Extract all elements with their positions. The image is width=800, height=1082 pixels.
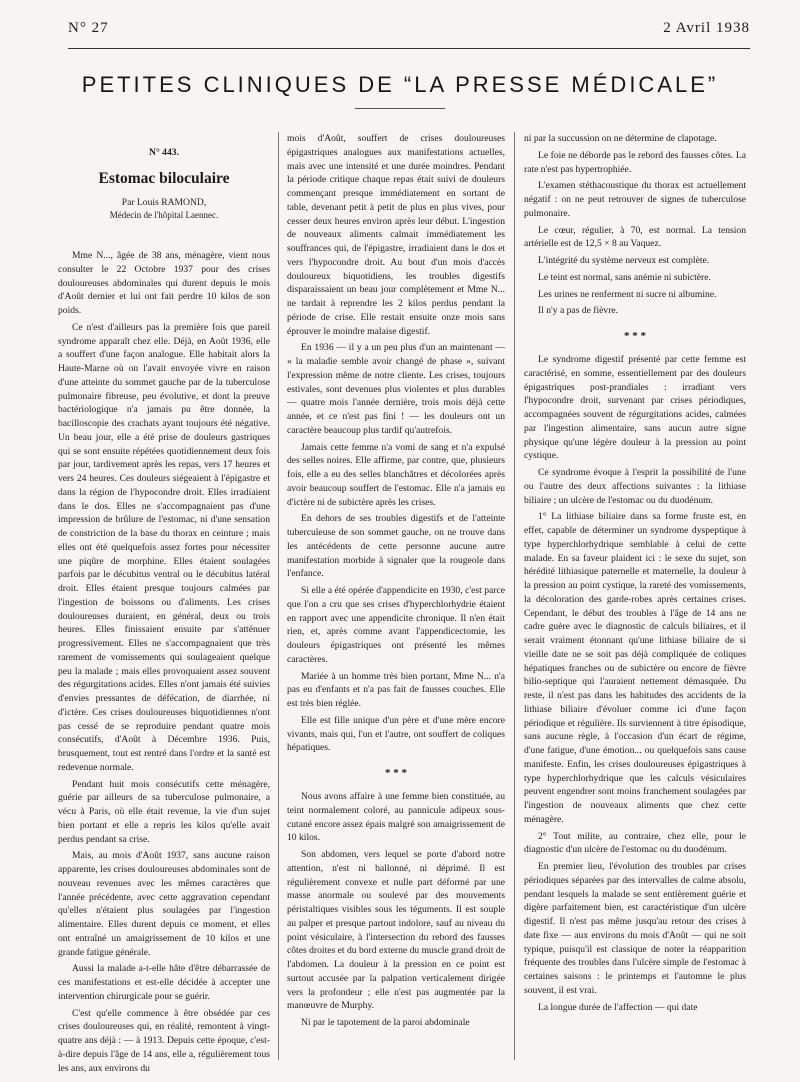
- section-asterism: * * *: [624, 330, 646, 342]
- section-asterism: * * *: [385, 767, 407, 779]
- paragraph: Elle est fille unique d'un père et d'une mère encore vivants, mais qui, l'un et l'autre, ont souffert de coliques hépatiques.: [287, 714, 505, 754]
- issue-number: N° 27: [68, 20, 109, 36]
- article-title: Estomac biloculaire: [98, 169, 230, 187]
- banner-rule: [355, 108, 445, 109]
- paragraph: La longue durée de l'affection — qui date: [538, 1001, 698, 1013]
- paragraph: Son abdomen, vers lequel se porte d'abord notre attention, n'est ni ballonné, ni déprimé. Il est régulièrement convexe et nulle part déformé par une masse anormale ou soulevé par des mouvements péristaltiques visibles sous les téguments. Il est souple au palper et presque partout indolore, sauf au niveau du point vésiculaire, à l'intersection du rebord des fausses côtes droites et du bord externe du muscle grand droit de l'abdomen. La douleur à la pression en ce point est surtout accusée par la palpation verticalement dirigée vers la profondeur ; elle n'est pas augmentée par la manœuvre de Murphy.: [287, 849, 505, 1012]
- paragraph: Ni par le tapotement de la paroi abdominale: [301, 1017, 470, 1028]
- paragraph: ni par la succussion on ne détermine de clapotage.: [524, 133, 717, 144]
- paragraph: Mariée à un homme très bien portant, Mme N... n'a pas eu d'enfants et n'a pas fait de fausses couches. Elle est très bien réglée.: [287, 670, 505, 709]
- paragraph: Pendant huit mois consécutifs cette ménagère, guérie par ailleurs de sa tuberculose pulmonaire, a vécu à Paris, où elle était revenue, la vie d'un sujet bien portant et elle a repris les kilos qu'elle avait perdus pendant sa crise.: [58, 778, 270, 845]
- paragraph: L'intégrité du système nerveux est complète.: [538, 255, 710, 266]
- paragraph: Le teint est normal, sans anémie ni subictère.: [538, 271, 711, 283]
- section-banner: PETITES CLINIQUES DE “LA PRESSE MÉDICALE”: [81, 72, 719, 97]
- paragraph: Le syndrome digestif présenté par cette femme est caractérisé, en somme, essentiellement par des douleurs épigastriques post-prandiales : irradiant vers l'hypocondre droit, survenant par crises périodiques, accompagnées souvent de régurgitations acides, calmées par l'ingestion alimentaire, sans aucun autre signe physique qu'une légère douleur à la pression au point cystique.: [524, 354, 746, 462]
- paragraph: Ce n'est d'ailleurs pas la première fois que pareil syndrome apparaît chez elle. Déjà, en Août 1936, elle a souffert d'une façon analogue. Elle habitait alors la Haute-Marne où on l'avait envoyée vivre en raison d'une atteinte du sommet gauche par de la tuberculose pulmonaire fibreuse, peu évolutive, et dont la preuve bactériologique n'a jamais pu être donnée, la bacilloscopie des crachats ayant toujours été négative. Un beau jour, elle a été prise de douleurs gastriques qui se sont ensuite répétées quotidiennement deux fois par jour, tardivement après les repas, vers 17 heures et vers 24 heures. Ces douleurs siégeaient à l'épigastre et dans la région de l'hypocondre droit. Elles irradiaient dans le dos. Elles ne s'accompagnaient pas d'une impression de brûlure de l'estomac, ni d'une sensation de constriction de la base du thorax en ceinture ; mais elles ont été quelquefois assez fortes pour nécessiter une piqûre de morphine. Elles étaient soulagées parfois par le décubitus ventral ou le décubitus latéral droit. Elles étaient presque toujours calmées par l'ingestion de boissons ou d'aliments. Les crises douloureuses duraient, en général, deux ou trois heures. Elles finissaient ensuite par s'atténuer progressivement. Elles ne s'accompagnaient que très rarement de vomissements qui soulageaient quelque peu la malade ; mais elles provoquaient assez souvent des régurgitations acides. Elles n'ont jamais été suivies d'envies pressantes de défécation, de diarrhée, ni d'ictère. Ces crises douloureuses biquotidiennes n'ont pas cessé de se reproduire pendant quatre mois consécutifs, d'Août à Décembre 1936. Puis, brusquement, tout est rentré dans l'ordre et la santé est redevenue normale.: [58, 321, 270, 773]
- paragraph: Il n'y a pas de fièvre.: [538, 305, 619, 317]
- paragraph: Ce syndrome évoque à l'esprit la possibilité de l'une ou l'autre des deux affections suivantes : la lithiase biliaire ; un ulcère de l'estomac ou du duodénum.: [524, 467, 746, 506]
- text-column-3: [524, 132, 746, 1060]
- text-column-2: [287, 132, 505, 1060]
- paragraph: Jamais cette femme n'a vomi de sang et n'a expulsé des selles noires. Elle affirme, par contre, que, plusieurs fois, elle a eu des selles blanchâtres et décolorées après avoir beaucoup souffert de l'estomac. Elle n'a jamais eu d'ictère ni de subictère après les crises.: [287, 441, 505, 508]
- paragraph: Les urines ne renferment ni sucre ni albumine.: [538, 288, 717, 300]
- article-number: N° 443.: [149, 147, 179, 158]
- paragraph: Si elle a été opérée d'appendicite en 1930, c'est parce que l'on a cru que ses crises d'hyperchlorhydrie étaient en rapport avec une appendicite chronique. Il n'en était rien, et, après comme avant l'appendicectomie, les douleurs épigastriques ont présenté les mêmes caractères.: [287, 585, 505, 665]
- column-divider: [514, 132, 515, 1060]
- paragraph: Nous avons affaire à une femme bien constituée, au teint normalement coloré, au pannicule adipeux sous-cutané encore assez épais malgré son amaigrissement de 10 kilos.: [287, 791, 505, 844]
- author-affiliation: Médecin de l'hôpital Laennec.: [109, 210, 219, 221]
- paragraph: C'est qu'elle commence à être obsédée par ces crises douloureuses qui, en réalité, remontent à vingt-quatre ans déjà : — à 1913. Depuis cette époque, c'est-à-dire depuis l'âge de 14 ans, elle a, régulièrement tous les ans, aux environs du: [58, 1007, 270, 1074]
- paragraph: 1° La lithiase biliaire dans sa forme fruste est, en effet, capable de déterminer un syndrome dyspeptique à type hyperchlorhydrique semblable à celui de cette malade. En sa faveur plaident ici : le sexe du sujet, son hérédité lithiasique paternelle et maternelle, la douleur à la pression au point cystique, la rareté des vomissements, la décoloration des garde-robes après certaines crises. Cependant, le début des troubles à l'âge de 14 ans ne cadre guère avec le diagnostic de calculs biliaires, et il serait vraiment étonnant qu'une lithiase biliaire de si vieille date ne se soit pas déjà compliquée de coliques hépatiques franches ou de subictère ou encore de fièvre bilio-septique qui l'auraient nettement démasquée. Du reste, il n'est pas dans les habitudes des accidents de la lithiase biliaire d'évoluer comme ici d'une façon périodique et régulière. Ils surviennent à titre épisodique, sans aucune règle, à l'occasion d'un écart de régime, d'une fatigue, d'une émotion... ou quelquefois sans cause manifeste. Enfin, les crises douloureuses épigastriques à type hyperchlorhydrique que les calculs vésiculaires peuvent engendrer sont moins franchement soulagées par l'ingestion de nouveaux aliments que chez cette ménagère.: [524, 511, 746, 825]
- paragraph: En premier lieu, l'évolution des troubles par crises périodiques séparées par des intervalles de calme absolu, pendant lesquels la malade se sent entièrement guérie et digère parfaitement bien, est caractéristique d'un ulcère digestif. Il n'est pas même jusqu'au retour des crises à date fixe — aux environs du mois d'Août — qui ne soit typique, puisqu'il est classique de noter la réapparition fréquente des troubles dans l'ulcère simple de l'estomac à certaines saisons : le printemps et l'automne le plus souvent, il est vrai.: [524, 861, 746, 996]
- issue-date: 2 Avril 1938: [663, 20, 750, 36]
- running-header: [68, 18, 750, 49]
- column-divider: [278, 132, 279, 1060]
- paragraph: L'examen stéthacoustique du thorax est actuellement négatif : on ne peut retrouver de signes de tuberculose pulmonaire.: [524, 180, 746, 219]
- paragraph: En 1936 — il y a un peu plus d'un an maintenant — « la maladie semble avoir changé de phase », suivant l'expression même de notre cliente. Les crises, toujours estivales, sont devenues plus violentes et plus durables — quatre mois l'année dernière, trois mois déjà cette année, et ce n'est pas fini ! — les douleurs ont un caractère beaucoup plus tardif qu'autrefois.: [287, 342, 505, 436]
- paragraph: Aussi la malade a-t-elle hâte d'être débarrassée de ces manifestations et est-elle décidée à accepter une intervention chirurgicale pour se guérir.: [58, 963, 270, 1002]
- paragraph: Mme N..., âgée de 38 ans, ménagère, vient nous consulter le 22 Octobre 1937 pour des crises douloureuses abdominales qui durent depuis le mois d'Août dernier et lui ont fait perdre 10 kilos de son poids.: [58, 250, 270, 316]
- paragraph: Le foie ne déborde pas le rebord des fausses côtes. La rate n'est pas hypertrophiée.: [524, 149, 746, 175]
- text-column-1: [58, 132, 270, 1074]
- paragraph: mois d'Août, souffert de crises douloureuses épigastriques analogues aux manifestations actuelles, mais avec une intensité et une durée moindres. Pendant la période critique chaque repas était suivi de douleurs commençant presque immédiatement en sortant de table, devenant petit à petit de plus en plus vives, pour cesser deux heures environ après leur début. L'ingestion de nouveaux aliments calmait immédiatement les souffrances qui, de l'épigastre, irradiaient dans le dos et vers l'hypocondre droit. Au bout d'un mois d'accès douloureux biquotidiens, les troubles digestifs disparaissaient un beau jour complètement et Mme N... ne tardait à reprendre les 2 kilos perdus pendant la période de crise. Elle restait ensuite onze mois sans éprouver le moindre malaise digestif.: [287, 133, 505, 337]
- article-author: Par Louis RAMOND,: [121, 196, 207, 208]
- paragraph: 2° Tout milite, au contraire, chez elle, pour le diagnostic d'un ulcère de l'estomac ou du duodénum.: [524, 830, 746, 856]
- paragraph: Mais, au mois d'Août 1937, sans aucune raison apparente, les crises douloureuses abdominales sont de nouveau revenues avec les mêmes caractères que l'année précédente, avec cette aggravation cependant qu'elles n'étaient plus soulagées par l'ingestion alimentaire. Elles durent depuis ce moment, et elles ont entraîné un amaigrissement de 10 kilos et une grande fatigue générale.: [58, 850, 270, 958]
- paragraph: Le cœur, régulier, à 70, est normal. La tension artérielle est de 12,5 × 8 au Vaquez.: [524, 224, 746, 250]
- paragraph: En dehors de ses troubles digestifs et de l'atteinte tuberculeuse de son sommet gauche, on ne trouve dans les antécédents de cette personne aucune autre manifestation morbide à signaler que la rougeole dans l'enfance.: [287, 513, 505, 580]
